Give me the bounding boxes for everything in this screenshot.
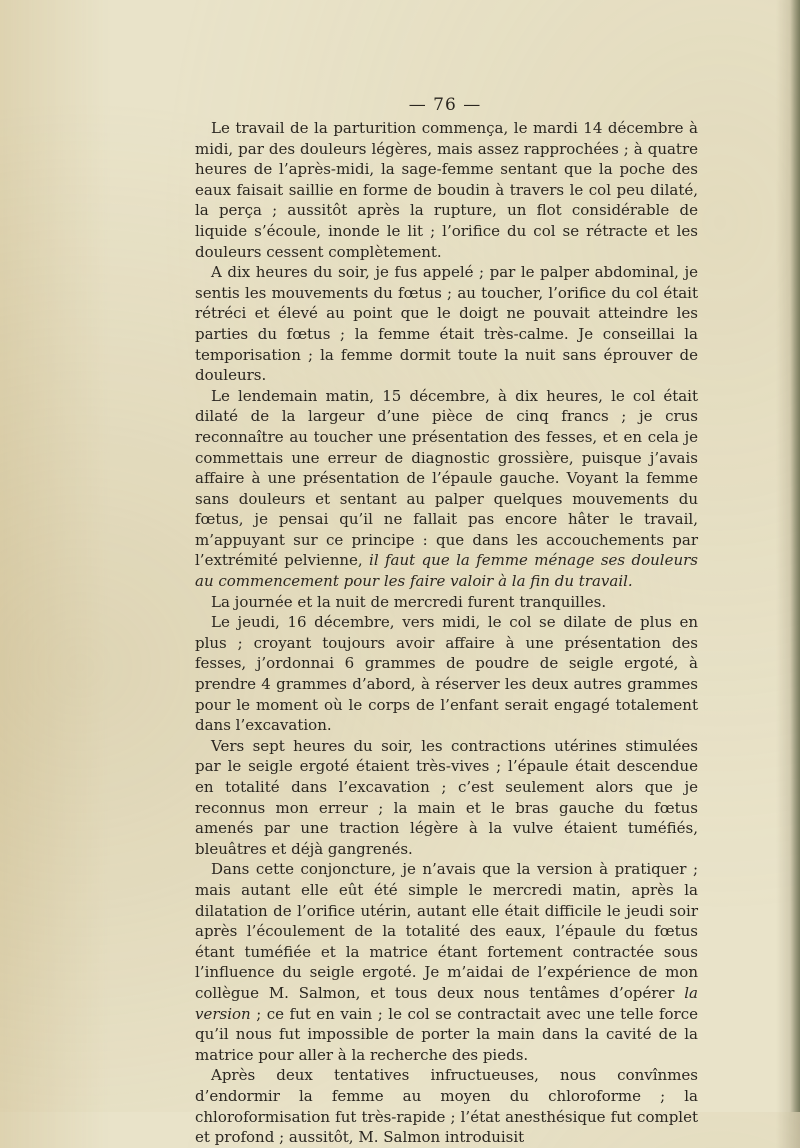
paragraph-1: Le travail de la parturition commença, le mardi 14 décembre à midi, par des douleurs légères, mais assez rapprochées ; à quatre heures de l’après-midi, la sage-femme sentant que la poche des eaux faisait saillie en forme de boudin à travers le col peu dilaté, la perça ; aussitôt après la rupture, un flot considérable de liquide s’écoule, inonde le lit ; l’orifice du col se rétracte et les douleurs cessent complètement. [195, 119, 698, 261]
paragraph-3-text: Le lendemain matin, 15 décembre, à dix heures, le col était dilaté de la largeur d’une pièce de cinq francs ; je crus reconnaître au toucher une présentation des fesses, et en cela je commettais une erreur de diagnostic grossière, puisque j’avais affaire à une présentation de l’épaule gauche. Voyant la femme sans douleurs et sentant au palper quelques mouvements du fœtus, je pensai qu’il ne fallait pas encore hâter le travail, m’appuyant sur ce principe : que dans les accouchements par l’extrémité pelvienne, [195, 386, 698, 570]
paragraph-7-italic: la version [195, 983, 698, 1023]
paragraph-4: La journée et la nuit de mercredi furent tranquilles. [211, 592, 607, 611]
paragraph-5: Le jeudi, 16 décembre, vers midi, le col se dilate de plus en plus ; croyant toujours avoir affaire à une présentation des fesses, j’ordonnai 6 grammes de poudre de seigle ergoté, à prendre 4 grammes d’abord, à réserver les deux autres grammes pour le moment où le corps de l’enfant serait engagé totalement dans l’excavation. [195, 613, 698, 735]
paragraph-8: Après deux tentatives infructueuses, nous convînmes d’endormir la femme au moyen du chloroforme ; la chloroformisation fut très-rapide ; l’état anesthésique fut complet et profond ; aussitôt, M. Salmon introduisit [195, 1066, 698, 1147]
body-text [195, 118, 698, 1148]
paragraph-6: Vers sept heures du soir, les contractions utérines stimulées par le seigle ergoté étaient très-vives ; l’épaule était descendue en totalité dans l’excavation ; c’est seulement alors que je reconnus mon erreur ; la main et le bras gauche du fœtus amenés par une traction légère à la vulve étaient tuméfiés, bleuâtres et déjà gangrenés. [195, 736, 698, 858]
paragraph-7-text-after: ; ce fut en vain ; le col se contractait avec une telle force qu’il nous fut impossible de porter la main dans la cavité de la matrice pour aller à la recherche des pieds. [195, 1004, 698, 1064]
paragraph-3-italic: il faut que la femme ménage ses douleurs au commencement pour les faire valoir à la fin du travail. [195, 551, 698, 591]
paragraph-3 [195, 386, 698, 592]
paragraph-2: A dix heures du soir, je fus appelé ; par le palper abdominal, je sentis les mouvements du fœtus ; au toucher, l’orifice du col était rétréci et élevé au point que le doigt ne pouvait atteindre les parties du fœtus ; la femme était très-calme. Je conseillai la temporisation ; la femme dormit toute la nuit sans éprouver de douleurs. [195, 263, 698, 385]
paragraph-7 [195, 859, 698, 1065]
paragraph-7-text: Dans cette conjoncture, je n’avais que la version à pratiquer ; mais autant elle eût été simple le mercredi matin, après la dilatation de l’orifice utérin, autant elle était difficile le jeudi soir après l’écoulement de la totalité des eaux, l’épaule du fœtus étant tuméfiée et la matrice étant fortement contractée sous l’influence du seigle ergoté. Je m’aidai de l’expérience de mon collègue M. Salmon, et tous deux nous tentâmes d’opérer [195, 860, 698, 1002]
page-edge-shadow [790, 0, 800, 1112]
page-number: — 76 — [408, 95, 482, 115]
